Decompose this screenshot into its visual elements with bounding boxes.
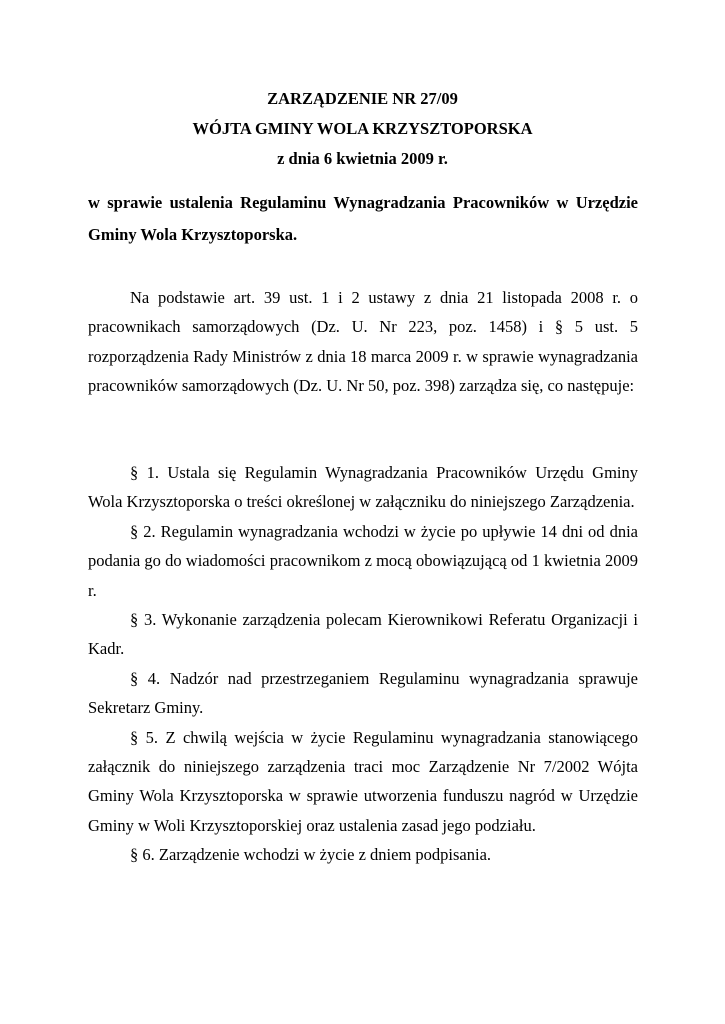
document-title-block	[0, 84, 725, 174]
section-4: § 4. Nadzór nad przestrzeganiem Regulaminu wynagradzania sprawuje Sekretarz Gminy.	[88, 668, 638, 718]
legal-basis-section	[88, 283, 638, 401]
section-1: § 1. Ustala się Regulamin Wynagradzania Pracowników Urzędu Gminy Wola Krzysztoporska o treści określonej w załączniku do niniejszego Zarządzenia.	[88, 463, 638, 512]
section-5: § 5. Z chwilą wejścia w życie Regulaminu wynagradzania stanowiącego załącznik do niniejszego zarządzenia traci moc Zarządzenie Nr 7/2002 Wójta Gminy Wola Krzysztoporska w sprawie utworzenia funduszu nagród w Urzędzie Gminy w Woli Krzysztoporskiej oraz ustalenia zasad jego podziału.	[88, 727, 638, 835]
document-issuer: WÓJTA GMINY WOLA KRZYSZTOPORSKA	[192, 119, 533, 138]
sections-list	[88, 458, 638, 870]
document-date: z dnia 6 kwietnia 2009 r.	[277, 149, 448, 168]
section-2: § 2. Regulamin wynagradzania wchodzi w życie po upływie 14 dni od dnia podania go do wiadomości pracownikom z mocą obowiązującą od 1 kwietnia 2009 r.	[88, 521, 638, 600]
legal-basis-paragraph: Na podstawie art. 39 ust. 1 i 2 ustawy z dnia 21 listopada 2008 r. o pracownikach samorządowych (Dz. U. Nr 223, poz. 1458) i § 5 ust. 5 rozporządzenia Rady Ministrów z dnia 18 marca 2009 r. w sprawie wynagradzania pracowników samorządowych (Dz. U. Nr 50, poz. 398) zarządza się, co następuje:	[88, 288, 638, 396]
document-subject: w sprawie ustalenia Regulaminu Wynagradzania Pracowników w Urzędzie Gminy Wola Krzysztoporska.	[88, 193, 638, 244]
document-title: ZARZĄDZENIE NR 27/09	[267, 89, 458, 108]
section-3: § 3. Wykonanie zarządzenia polecam Kierownikowi Referatu Organizacji i Kadr.	[88, 610, 638, 659]
section-6: § 6. Zarządzenie wchodzi w życie z dniem podpisania.	[130, 845, 492, 865]
